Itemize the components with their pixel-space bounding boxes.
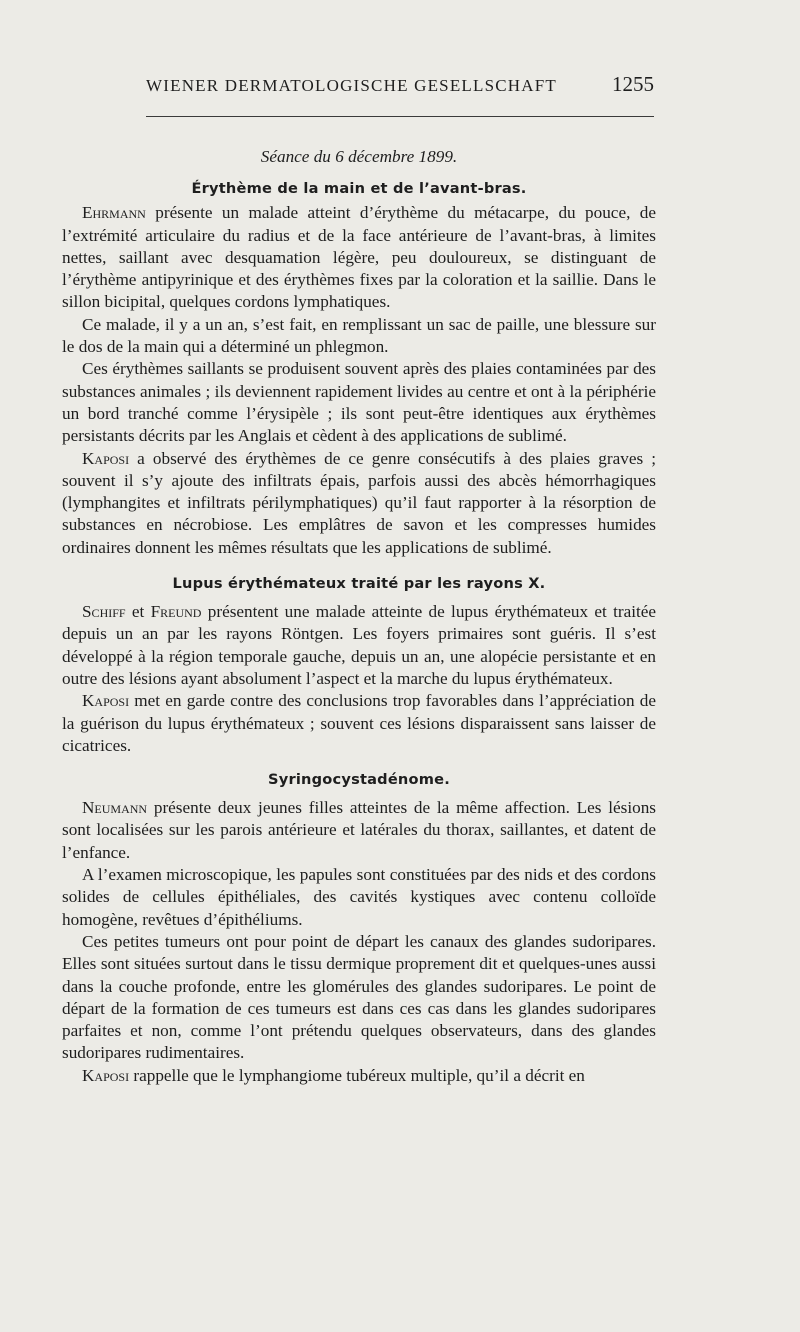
speaker-name: Ehrmann (82, 203, 146, 223)
paragraph (62, 690, 656, 757)
section-heading-erytheme: Érythème de la main et de l’avant-bras. (191, 180, 527, 198)
paragraph-text: présentent une malade atteinte de lupus érythémateux et traitée depuis un an par les rayons Röntgen. Les foyers primaires sont guéris. Il s’est développé à la région temporale gauche, depuis un an, une alopécie persistante et en outre des lésions ayant absolument l’aspect et la marche du lupus érythémateux. (62, 602, 657, 688)
paragraph (62, 448, 656, 559)
article-body (62, 146, 656, 1087)
paragraph-text: Ces petites tumeurs ont pour point de départ les canaux des glandes sudoripares. Elles sont situées surtout dans le tissu dermique proprement dit et quelques-unes aussi dans la couche profonde, entre les glomérules des glandes sudoripares. Le point de départ de la formation de ces tumeurs est dans ces cas dans les glandes sudoripares parfaites et non, comme l’ont prétendu quelques observateurs, dans des glandes sudoripares rudimentaires. (62, 931, 656, 1063)
header-rule (146, 116, 654, 117)
paragraph (62, 314, 656, 359)
paragraph (62, 358, 656, 447)
speaker-name: Kaposi (82, 691, 130, 711)
paragraph (62, 797, 656, 864)
paragraph-text: rappelle que le lymphangiome tubéreux multiple, qu’il a décrit en (129, 1065, 585, 1085)
paragraph-text: a observé des érythèmes de ce genre consécutifs à des plaies graves ; souvent il s’y ajoute des infiltrats épais, parfois aussi des abcès hémorrhagiques (lymphangites et infiltrats périlymphatiques) qu’il faut rapporter à la résorption de substances en nécrobiose. Les emplâtres de savon et les compresses humides ordinaires donnent les mêmes résultats que les applications de sublimé. (62, 448, 656, 557)
paragraph-text: Ce malade, il y a un an, s’est fait, en remplissant un sac de paille, une blessure sur le dos de la main qui a déterminé un phlegmon. (62, 314, 656, 357)
section-heading-lupus: Lupus érythémateux traité par les rayons X. (172, 575, 546, 593)
speaker-name: Neumann (82, 798, 148, 818)
paragraph-text: A l’examen microscopique, les papules sont constituées par des nids et des cordons solides de cellules épithéliales, des cavités kystiques avec contenu colloïde homogène, revêtues d’épithéliums. (62, 865, 656, 929)
speaker-name: Kaposi (82, 448, 130, 468)
paragraph-text: Ces érythèmes saillants se produisent souvent après des plaies contaminées par des substances animales ; ils deviennent rapidement livides au centre et ont à la périphérie un bord tranché comme l’érysipèle ; ils sont peut-être identiques aux érythèmes persistants décrits par les Anglais et cèdent à des applications de sublimé. (62, 359, 656, 446)
paragraph (62, 931, 656, 1065)
speaker-name: Schiff (82, 602, 126, 622)
paragraph-text: met en garde contre des conclusions trop favorables dans l’appréciation de la guérison du lupus érythémateux ; souvent ces lésions disparaissent sans laisser de cicatrices. (62, 691, 656, 755)
paragraph (62, 601, 656, 690)
page-number: 1255 (612, 72, 654, 96)
session-date: Séance du 6 décembre 1899. (260, 147, 458, 166)
speaker-name: Kaposi (82, 1065, 130, 1085)
paragraph (62, 1065, 656, 1087)
speaker-name: Freund (150, 602, 202, 622)
paragraph-text: présente deux jeunes filles atteintes de la même affection. Les lésions sont localisées sur les parois antérieure et latérales du thorax, saillantes, et datent de l’enfance. (62, 798, 656, 862)
running-head (140, 72, 660, 102)
paragraph-text: présente un malade atteint d’érythème du métacarpe, du pouce, de l’extrémité articulaire du radius et de la face antérieure de l’avant-bras, à limites nettes, saillant avec desquamation légère, peu douloureux, se distinguant de l’érythème antipyrinique et des érythèmes fixes par la coloration et la saillie. Dans le sillon bicipital, quelques cordons lymphatiques. (62, 203, 656, 312)
connector-text: et (125, 602, 151, 622)
section-heading-syringocystadenome: Syringocystadénome. (268, 771, 450, 789)
paragraph (62, 864, 656, 931)
running-title: WIENER DERMATOLOGISCHE GESELLSCHAFT (146, 76, 557, 95)
paragraph (62, 202, 656, 313)
